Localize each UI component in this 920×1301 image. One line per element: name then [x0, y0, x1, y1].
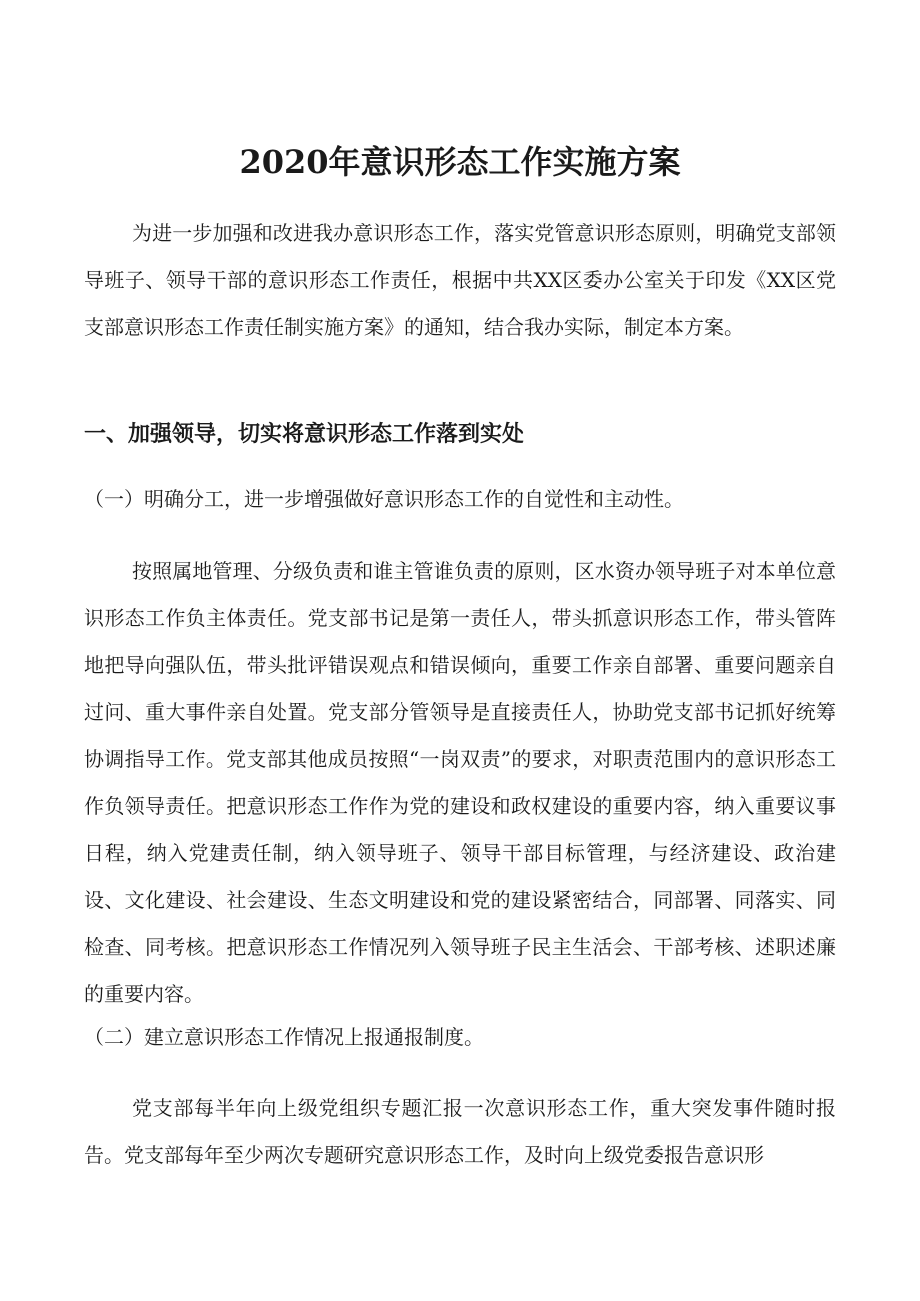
subsection-body-2: 党支部每半年向上级党组织专题汇报一次意识形态工作，重大突发事件随时报告。党支部每年至少两次专题研究意识形态工作，及时向上级党委报告意识形	[84, 1096, 836, 1167]
intro-paragraph: 为进一步加强和改进我办意识形态工作，落实党管意识形态原则，明确党支部领导班子、领导干部的意识形态工作责任，根据中共XX区委办公室关于印发《XX区党支部意识形态工作责任制实施方案》的通知，结合我办实际，制定本方案。	[84, 221, 836, 339]
subsection-body-1: 按照属地管理、分级负责和谁主管谁负责的原则，区水资办领导班子对本单位意识形态工作负主体责任。党支部书记是第一责任人，带头抓意识形态工作，带头管阵地把导向强队伍，带头批评错误观点和错误倾向，重要工作亲自部署、重要问题亲自过问、重大事件亲自处置。党支部分管领导是直接责任人，协助党支部书记抓好统筹协调指导工作。党支部其他成员按照“一岗双责”的要求，对职责范围内的意识形态工作负领导责任。把意识形态工作作为党的建设和政权建设的重要内容，纳入重要议事日程，纳入党建责任制，纳入领导班子、领导干部目标管理，与经济建设、政治建设、文化建设、社会建设、生态文明建设和党的建设紧密结合，同部署、同落实、同检查、同考核。把意识形态工作情况列入领导班子民主生活会、干部考核、述职述廉的重要内容。	[84, 559, 836, 1006]
section-heading-1: 一、加强领导，切实将意识形态工作落到实处	[84, 422, 525, 447]
subsection-heading-2: （二）建立意识形态工作情况上报通报制度。	[84, 1025, 484, 1049]
subsection-heading-1: （一）明确分工，进一步增强做好意识形态工作的自觉性和主动性。	[84, 487, 684, 511]
document-title: 2020年意识形态工作实施方案	[239, 143, 681, 181]
